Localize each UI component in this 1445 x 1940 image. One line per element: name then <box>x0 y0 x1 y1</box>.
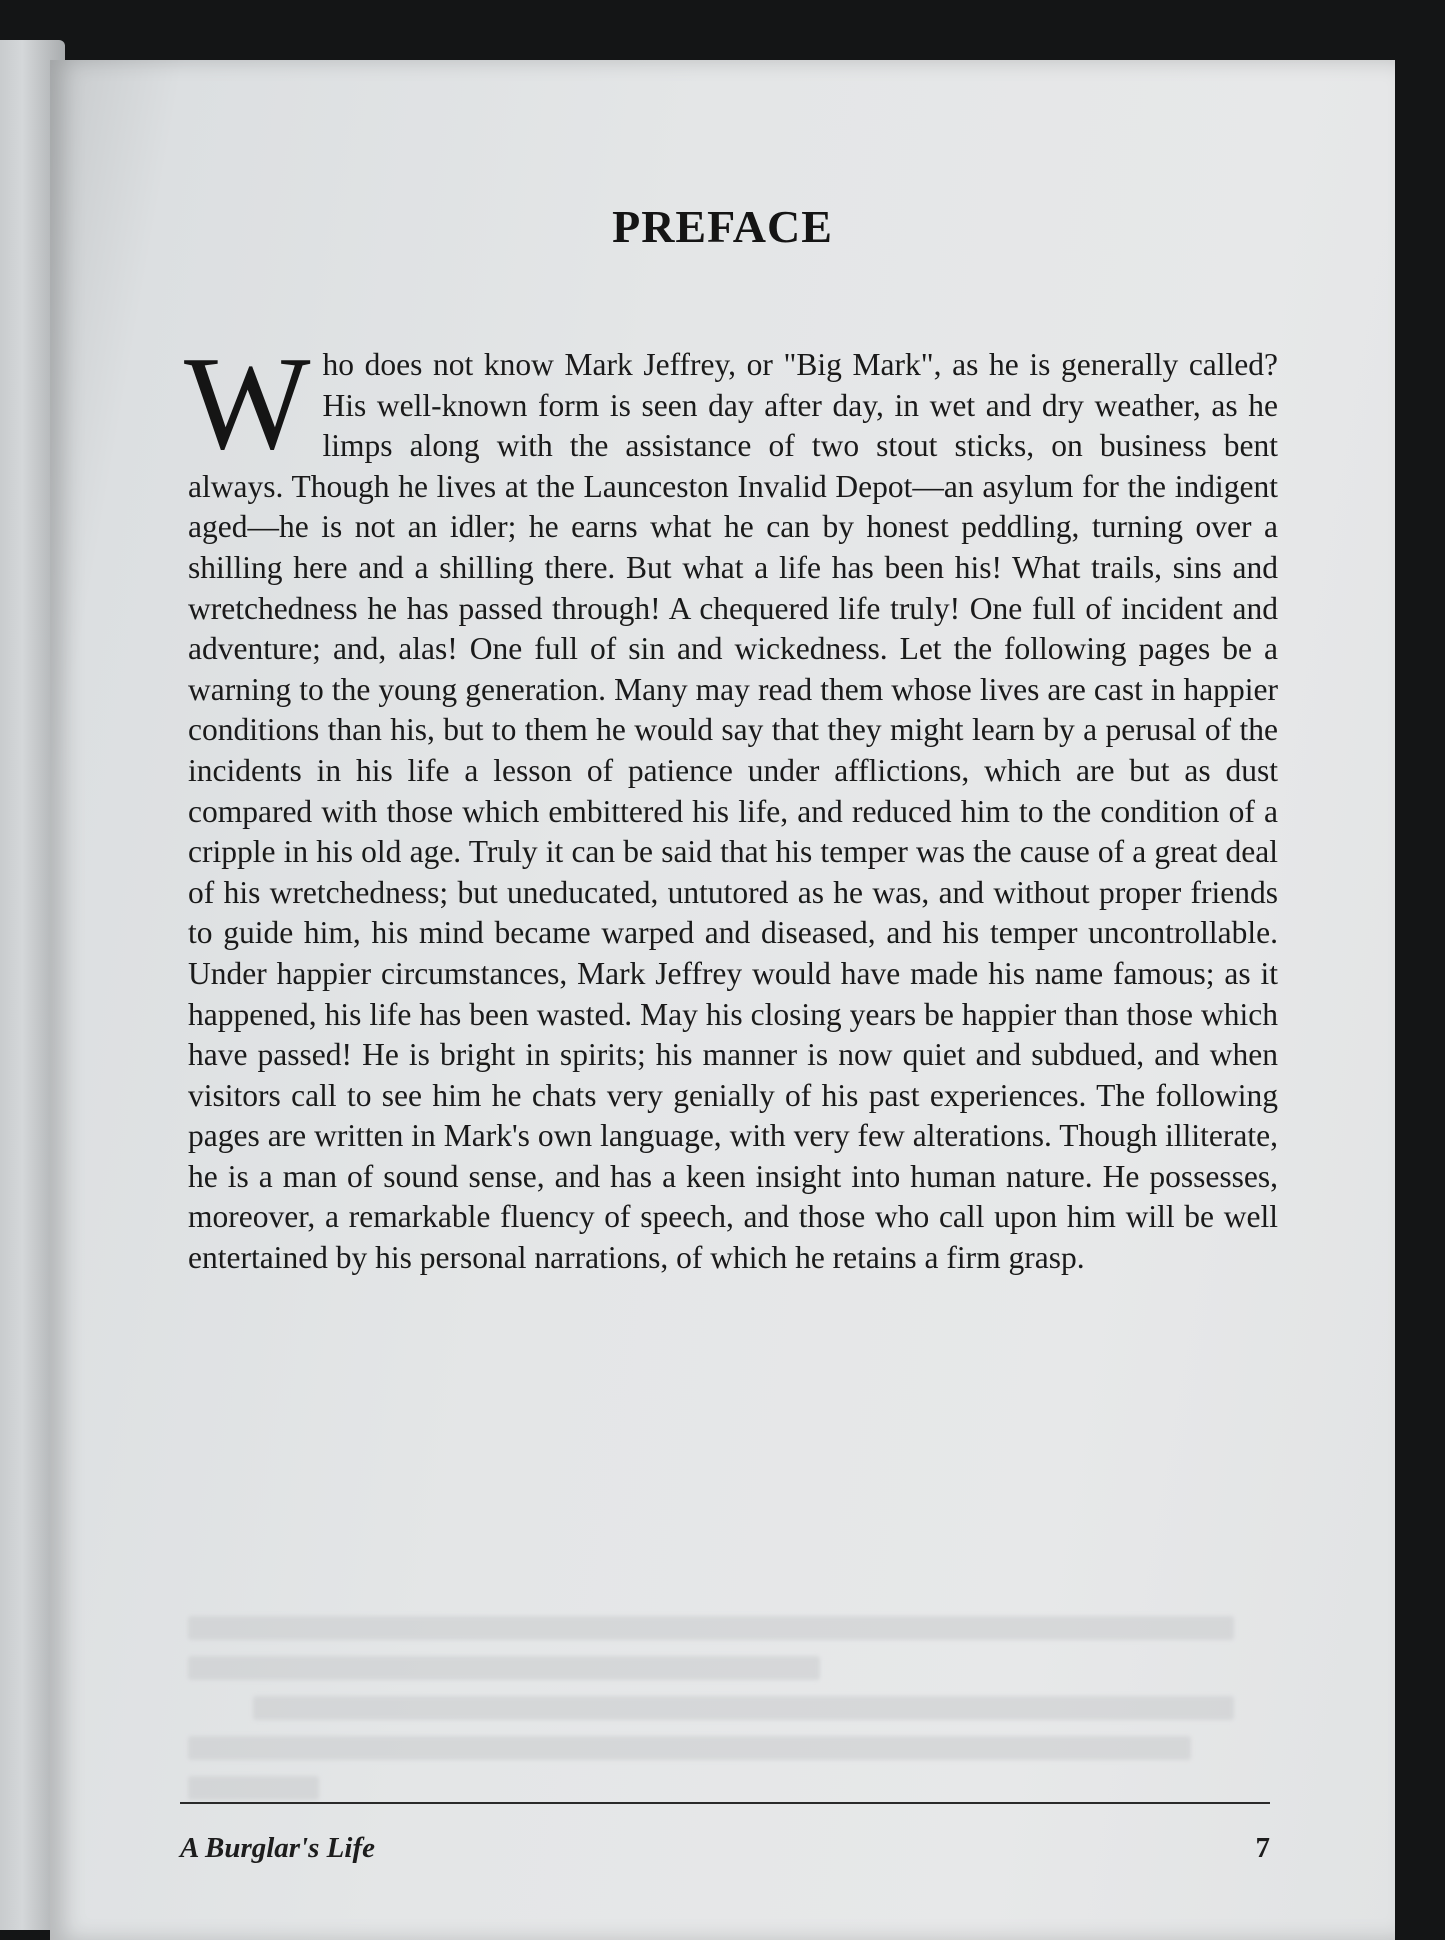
book-page <box>50 60 1395 1940</box>
preface-text: ho does not know Mark Jeffrey, or "Big Mark", as he is generally called? His well-known form is seen day after day, in wet and dry weather, as he limps along with the assistance of two stout sticks, on business bent always. Though he lives at the Launceston Invalid Depot—an asylum for the indigent aged—he is not an idler; he earns what he can by honest peddling, turning over a shilling here and a shilling there. But what a life has been his! What trails, sins and wretchedness he has passed through! A chequered life truly! One full of incident and adventure; and, alas! One full of sin and wickedness. Let the following pages be a warning to the young generation. Many may read them whose lives are cast in happier conditions than his, but to them he would say that they might learn by a perusal of the incidents in his life a lesson of patience under afflictions, which are but as dust compared with those which embittered his life, and reduced him to the condition of a cripple in his old age. Truly it can be said that his temper was the cause of a great deal of his wretchedness; but uneducated, untutored as he was, and without proper friends to guide him, his mind became warped and diseased, and his temper uncontrollable. Under happier circumstances, Mark Jeffrey would have made his name famous; as it happened, his life has been wasted. May his closing years be happier than those which have passed! He is bright in spirits; his manner is now quiet and subdued, and when visitors call to see him he chats very genially of his past experiences. The following pages are written in Mark's own language, with very few alterations. Though illiterate, he is a man of sound sense, and has a keen insight into human nature. He possesses, moreover, a remarkable fluency of speech, and those who call upon him will be well entertained by his personal narrations, of which he retains a firm grasp. <box>188 347 1278 1276</box>
page-title: PREFACE <box>612 201 833 252</box>
drop-cap: W <box>184 329 311 477</box>
show-through-text <box>188 1600 1278 1816</box>
running-title: A Burglar's Life <box>180 1832 375 1864</box>
page-number: 7 <box>1255 1832 1270 1864</box>
footer-rule <box>180 1802 1270 1804</box>
preface-paragraph <box>184 329 1278 1279</box>
